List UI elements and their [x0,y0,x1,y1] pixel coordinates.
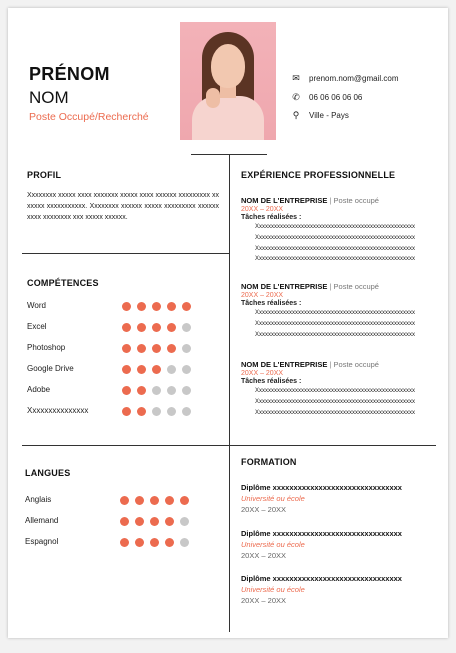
profil-divider [22,253,229,254]
skill-rating [122,365,197,374]
rating-dot-filled [150,517,159,526]
rating-dot-filled [152,323,161,332]
contact-phone [290,92,362,103]
company-name: NOM DE L'ENTREPRISE [241,282,328,291]
rating-dot-filled [152,344,161,353]
language-label: Espagnol [25,537,59,546]
contact-email [290,73,398,84]
rating-dot-empty [167,365,176,374]
rating-dot-filled [122,386,131,395]
experience-item [241,282,441,340]
experience-dates: 20XX – 20XX [241,206,284,213]
position-title: Poste occupé [333,360,379,369]
language-label: Allemand [25,516,59,525]
envelope-icon: ✉ [292,73,300,83]
experience-header [241,282,441,291]
rating-dot-filled [150,538,159,547]
rating-dot-filled [120,496,129,505]
position-title: Poste occupé [333,282,379,291]
degree-title: Diplôme xxxxxxxxxxxxxxxxxxxxxxxxxxxxxxx [241,483,402,492]
rating-dot-empty [182,344,191,353]
rating-dot-filled [167,344,176,353]
formation-dates: 20XX – 20XX [241,505,287,514]
rating-dot-filled [135,496,144,505]
formation-item [241,483,441,514]
rating-dot-filled [120,517,129,526]
skill-rating [122,323,197,332]
rating-dot-empty [180,517,189,526]
rating-dot-filled [137,365,146,374]
task-item: • Xxxxxxxxxxxxxxxxxxxxxxxxxxxxxxxxxxxxxxxxxxxxxxxxxxxxx [255,308,441,319]
phone-icon: ✆ [292,92,300,102]
task-item: • Xxxxxxxxxxxxxxxxxxxxxxxxxxxxxxxxxxxxxxxxxxxxxxxxxxxxx [255,319,441,330]
tasks-label: Tâches réalisées : [241,214,302,221]
tasks-label: Tâches réalisées : [241,300,302,307]
rating-dot-empty [182,365,191,374]
rating-dot-filled [150,496,159,505]
profil-text: Xxxxxxxx xxxxx xxxx xxxxxxx xxxxx xxxx xxxxxx xxxxxxxxx xxxxxxx xxxxxxxxxxx. Xxxxxxxx xxxxxx xxxxx xxxxxxxxx xxxxxxxxxx xxxxxxxx xxx xxxxx xxxxxx. [27,192,219,221]
rating-dot-filled [137,386,146,395]
rating-dot-filled [122,407,131,416]
rating-dot-empty [182,407,191,416]
profile-photo [180,22,276,140]
formation-title: FORMATION [241,457,297,467]
rating-dot-filled [165,517,174,526]
skill-label: Excel [27,322,47,331]
rating-dot-filled [122,344,131,353]
language-label: Anglais [25,495,52,504]
experience-item [241,360,441,418]
rating-dot-filled [137,302,146,311]
skill-label: Photoshop [27,343,66,352]
rating-dot-filled [152,365,161,374]
tasks-list [241,386,441,418]
company-name: NOM DE L'ENTREPRISE [241,196,328,205]
rating-dot-empty [152,407,161,416]
rating-dot-filled [137,407,146,416]
experience-header [241,360,441,369]
skill-rating [122,344,197,353]
competences-title: COMPÉTENCES [27,278,99,288]
rating-dot-filled [182,302,191,311]
rating-dot-filled [122,365,131,374]
experience-dates: 20XX – 20XX [241,370,284,377]
location-text: Ville - Pays [309,111,349,120]
rating-dot-empty [182,386,191,395]
tasks-list [241,222,441,265]
contact-location [290,110,349,121]
last-name: NOM [29,88,69,107]
tasks-list [241,308,441,340]
rating-dot-filled [167,302,176,311]
formation-dates: 20XX – 20XX [241,596,287,605]
task-item: • Xxxxxxxxxxxxxxxxxxxxxxxxxxxxxxxxxxxxxxxxxxxxxxxxxxxxx [255,244,441,255]
separator: | [329,282,332,291]
rating-dot-filled [180,496,189,505]
rating-dot-empty [167,386,176,395]
phone-text: 06 06 06 06 06 [309,93,363,102]
task-item: • Xxxxxxxxxxxxxxxxxxxxxxxxxxxxxxxxxxxxxxxxxxxxxxxxxxxxx [255,254,441,265]
rating-dot-filled [122,323,131,332]
first-name: PRÉNOM [29,64,110,84]
resume-page [8,8,448,638]
task-item: • Xxxxxxxxxxxxxxxxxxxxxxxxxxxxxxxxxxxxxxxxxxxxxxxxxxxxx [255,408,441,419]
separator: | [329,360,332,369]
rating-dot-filled [135,538,144,547]
language-rating [120,496,195,505]
task-item: • Xxxxxxxxxxxxxxxxxxxxxxxxxxxxxxxxxxxxxxxxxxxxxxxxxxxxx [255,222,441,233]
task-item: • Xxxxxxxxxxxxxxxxxxxxxxxxxxxxxxxxxxxxxxxxxxxxxxxxxxxxx [255,330,441,341]
degree-title: Diplôme xxxxxxxxxxxxxxxxxxxxxxxxxxxxxxx [241,574,402,583]
tasks-label: Tâches réalisées : [241,378,302,385]
formation-item [241,574,441,605]
experience-item [241,196,441,265]
company-name: NOM DE L'ENTREPRISE [241,360,328,369]
school-name: Université ou école [241,540,305,549]
section-divider [22,445,436,446]
experience-header [241,196,441,205]
rating-dot-filled [120,538,129,547]
language-rating [120,538,195,547]
skill-rating [122,407,197,416]
rating-dot-filled [152,302,161,311]
skill-label: Adobe [27,385,51,394]
job-title: Poste Occupé/Recherché [29,111,149,123]
experience-title: EXPÉRIENCE PROFESSIONNELLE [241,170,396,180]
rating-dot-filled [137,323,146,332]
rating-dot-filled [167,323,176,332]
rating-dot-empty [182,323,191,332]
rating-dot-filled [122,302,131,311]
formation-item [241,529,441,560]
skill-rating [122,386,197,395]
formation-dates: 20XX – 20XX [241,551,287,560]
task-item: • Xxxxxxxxxxxxxxxxxxxxxxxxxxxxxxxxxxxxxxxxxxxxxxxxxxxxx [255,386,441,397]
langues-title: LANGUES [25,468,71,478]
rating-dot-empty [152,386,161,395]
school-name: Université ou école [241,585,305,594]
skill-label: Google Drive [27,364,74,373]
rating-dot-empty [167,407,176,416]
skill-label: Xxxxxxxxxxxxxxx [27,406,89,415]
skill-label: Word [27,301,46,310]
rating-dot-filled [135,517,144,526]
language-rating [120,517,195,526]
school-name: Université ou école [241,494,305,503]
rating-dot-filled [165,538,174,547]
rating-dot-filled [165,496,174,505]
degree-title: Diplôme xxxxxxxxxxxxxxxxxxxxxxxxxxxxxxx [241,529,402,538]
rating-dot-empty [180,538,189,547]
email-text: prenom.nom@gmail.com [309,74,399,83]
skill-rating [122,302,197,311]
experience-dates: 20XX – 20XX [241,292,284,299]
profil-title: PROFIL [27,170,62,180]
rating-dot-filled [137,344,146,353]
task-item: • Xxxxxxxxxxxxxxxxxxxxxxxxxxxxxxxxxxxxxxxxxxxxxxxxxxxxx [255,397,441,408]
task-item: • Xxxxxxxxxxxxxxxxxxxxxxxxxxxxxxxxxxxxxxxxxxxxxxxxxxxxx [255,233,441,244]
position-title: Poste occupé [333,196,379,205]
separator: | [329,196,332,205]
map-pin-icon: ⚲ [292,110,300,120]
column-divider [229,154,230,632]
